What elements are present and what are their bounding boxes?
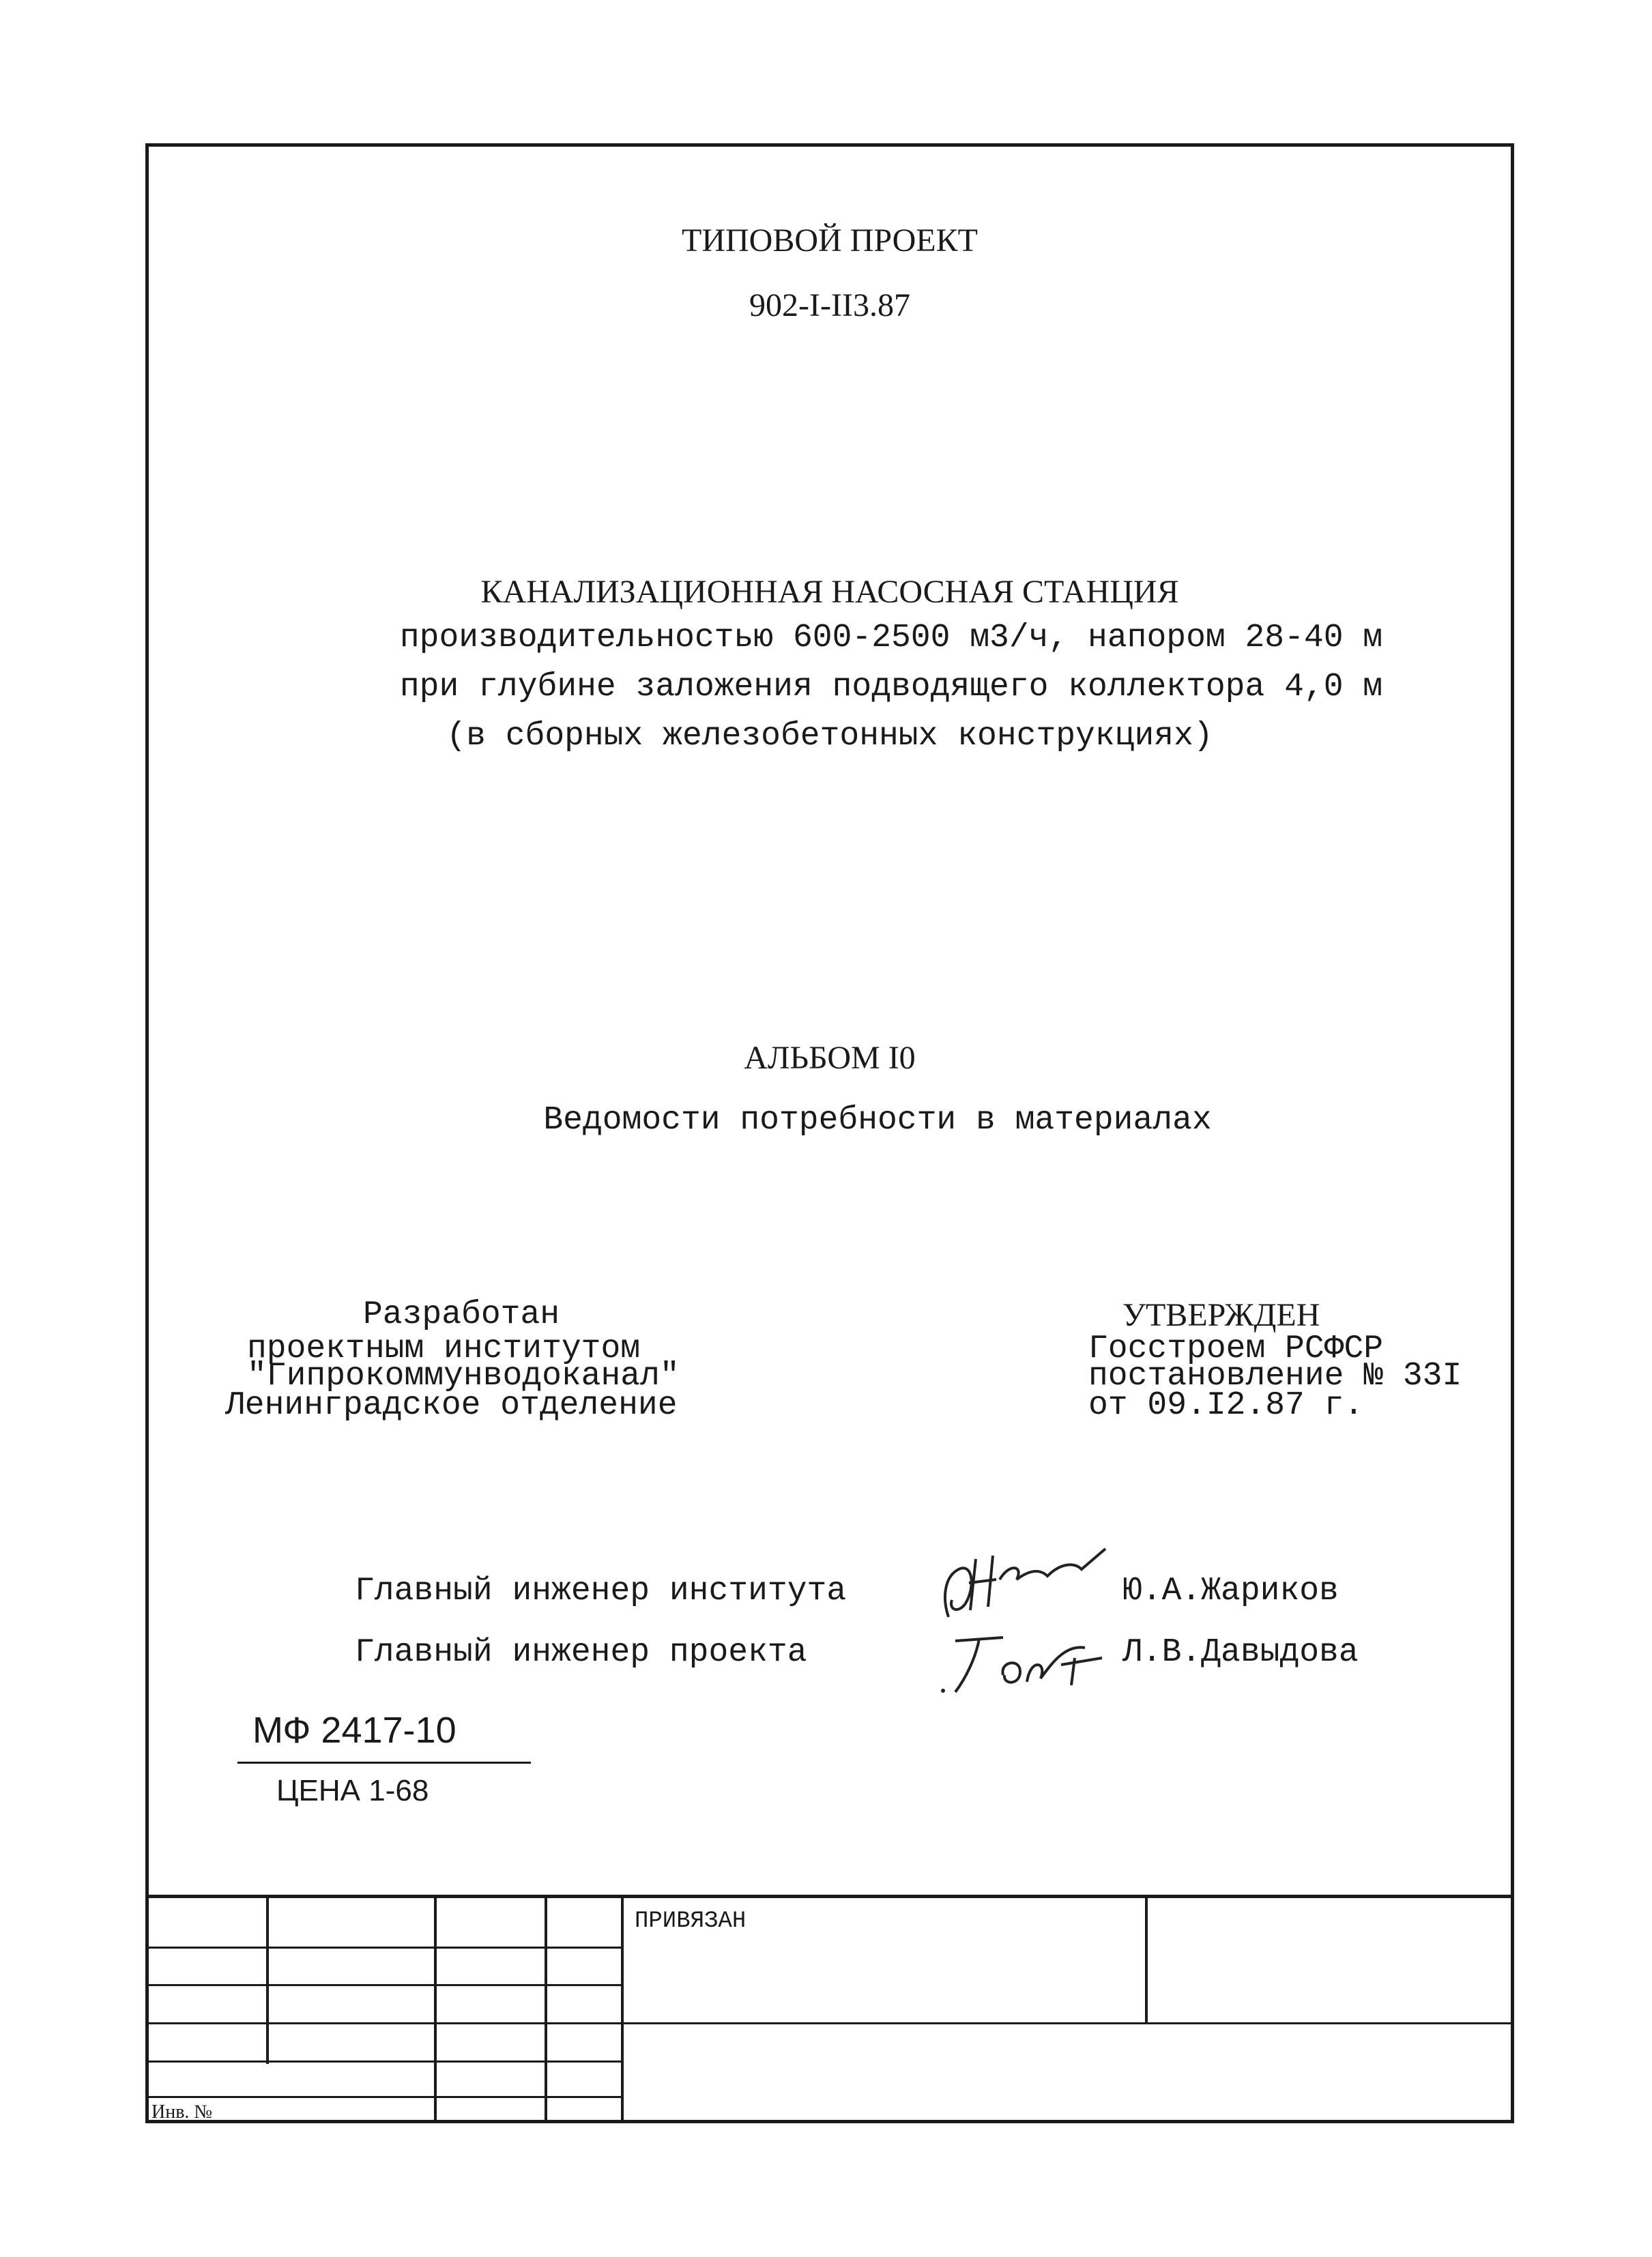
developer-institute: проектным институтом — [247, 1330, 641, 1367]
grid-line — [145, 1984, 623, 1986]
approval-date: от 09.I2.87 г. — [1088, 1387, 1364, 1424]
grid-line — [145, 2061, 623, 2063]
approval-decree: постановление № 33I — [1088, 1358, 1462, 1395]
album-subject: Ведомости потребности в материалах — [543, 1102, 1212, 1139]
title-line-depth: при глубине заложения подводящего коллектора 4,0 м — [399, 669, 1383, 705]
approval-authority: Госстроем РСФСР — [1088, 1330, 1384, 1367]
signature-chief-engineer-institute — [928, 1521, 1133, 1624]
grid-line — [1145, 1895, 1148, 2024]
station-title: КАНАЛИЗАЦИОННАЯ НАСОСНАЯ СТАНЦИЯ — [480, 574, 1179, 610]
approval-heading: УТВЕРЖДЕН — [1122, 1297, 1320, 1333]
album-number: АЛЬБОМ I0 — [744, 1040, 916, 1076]
inventory-label: Инв. № — [151, 2101, 213, 2123]
stamp-code: МФ 2417-10 — [252, 1710, 457, 1751]
title-block — [145, 1895, 1514, 2123]
title-line-capacity: производительностью 600-2500 м3/ч, напором 28-40 м — [399, 620, 1383, 656]
stamp-price: ЦЕНА 1-68 — [276, 1774, 429, 1807]
bound-label: ПРИВЯЗАН — [635, 1908, 747, 1934]
signature-chief-engineer-project — [928, 1617, 1133, 1706]
developer-name: "Гипрокоммунводоканал" — [247, 1358, 680, 1395]
signatory-role: Главный инженер института — [355, 1573, 847, 1610]
grid-line — [266, 1895, 269, 2064]
stamp-underline — [237, 1762, 531, 1764]
signatory-name: Ю.А.Жариков — [1122, 1573, 1339, 1610]
project-type: ТИПОВОЙ ПРОЕКТ — [682, 222, 978, 259]
project-number: 902-I-II3.87 — [749, 287, 910, 323]
developer-heading: Разработан — [363, 1296, 560, 1333]
signatory-name: Л.В.Давыдова — [1122, 1634, 1359, 1671]
grid-line — [145, 2096, 623, 2098]
grid-line — [145, 2022, 1514, 2024]
grid-line — [545, 1895, 547, 2123]
title-line-construction: (в сборных железобетонных конструкциях) — [446, 718, 1213, 755]
grid-line — [621, 1895, 624, 2123]
grid-line — [145, 1947, 623, 1949]
developer-branch: Ленинградское отделение — [225, 1387, 678, 1424]
grid-line — [434, 1895, 437, 2123]
signatory-role: Главный инженер проекта — [355, 1634, 807, 1671]
